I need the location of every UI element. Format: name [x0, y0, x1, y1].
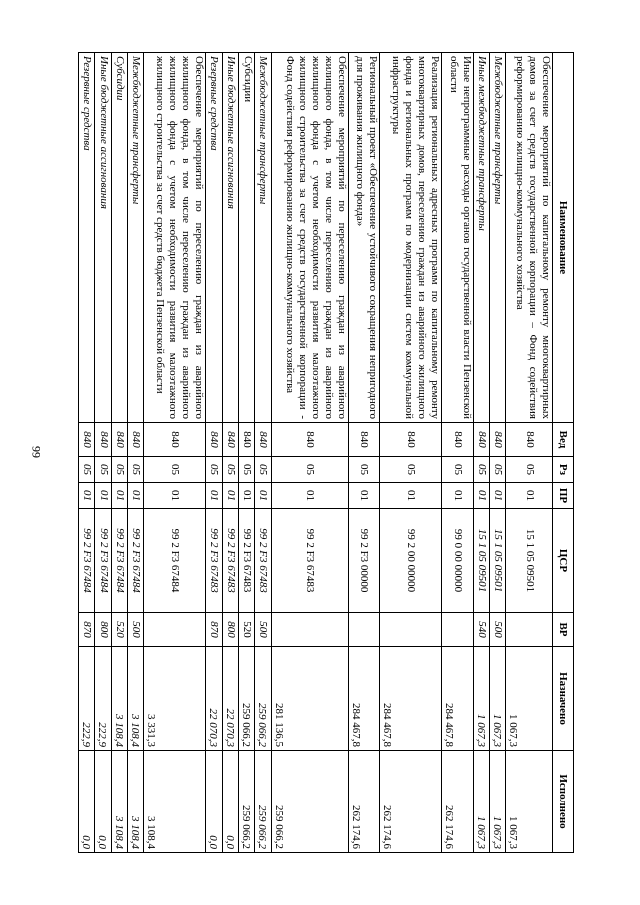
cell-executed: 1 067,3: [489, 751, 505, 853]
table-row: [144, 53, 206, 853]
cell-name: Обеспечение мероприятий по переселению граждан из аварийного жилищного фонда, в том числе переселению граждан из аварийного жилищного фонда с учетом необходимости развития малоэтажного жилищного строительства за счет средств государственной корпорации - Фонд содействия реформированию жилищно-коммунального хозяйства: [271, 53, 348, 423]
cell-vr: 800: [222, 613, 238, 647]
cell-pr: 01: [222, 483, 238, 509]
cell-assigned: 281 136,5: [271, 647, 348, 751]
cell-vr: 870: [206, 613, 222, 647]
cell-assigned: 3 331,3: [144, 647, 206, 751]
cell-assigned: 222,9: [79, 647, 95, 751]
cell-executed: 0,0: [95, 751, 111, 853]
cell-vr: 520: [111, 613, 127, 647]
cell-rz: 05: [473, 457, 489, 483]
cell-csr: 99 2 F3 67484: [128, 509, 144, 613]
cell-vr: 520: [238, 613, 254, 647]
cell-name: Субсидии: [238, 53, 254, 423]
cell-assigned: 22 070,3: [222, 647, 238, 751]
table-row: [238, 53, 254, 853]
page-number: 99: [29, 446, 44, 458]
cell-pr: 01: [442, 483, 474, 509]
cell-ved: 840: [238, 423, 254, 457]
cell-rz: 05: [489, 457, 505, 483]
cell-assigned: 3 108,4: [111, 647, 127, 751]
cell-rz: 05: [255, 457, 271, 483]
cell-ved: 840: [222, 423, 238, 457]
cell-pr: 01: [144, 483, 206, 509]
cell-pr: 01: [271, 483, 348, 509]
cell-rz: 05: [380, 457, 442, 483]
header-name: Наименование: [553, 53, 574, 423]
cell-rz: 05: [111, 457, 127, 483]
cell-ved: 840: [111, 423, 127, 457]
cell-ved: 840: [506, 423, 553, 457]
cell-ved: 840: [79, 423, 95, 457]
cell-ved: 840: [348, 423, 380, 457]
cell-executed: 3 108,4: [144, 751, 206, 853]
cell-pr: 01: [128, 483, 144, 509]
cell-name: Субсидии: [111, 53, 127, 423]
cell-executed: 259 066,2: [238, 751, 254, 853]
cell-vr: [506, 613, 553, 647]
cell-executed: 3 108,4: [111, 751, 127, 853]
rotated-page-content: [78, 52, 574, 852]
cell-pr: 01: [95, 483, 111, 509]
cell-vr: [271, 613, 348, 647]
cell-executed: 3 108,4: [128, 751, 144, 853]
cell-vr: [380, 613, 442, 647]
cell-rz: 05: [79, 457, 95, 483]
cell-ved: 840: [473, 423, 489, 457]
cell-rz: 05: [506, 457, 553, 483]
header-ved: Вед: [553, 423, 574, 457]
header-vr: ВР: [553, 613, 574, 647]
cell-pr: 01: [473, 483, 489, 509]
cell-rz: 05: [271, 457, 348, 483]
cell-executed: 1 067,3: [473, 751, 489, 853]
cell-ved: 840: [380, 423, 442, 457]
cell-ved: 840: [442, 423, 474, 457]
cell-assigned: 1 067,3: [506, 647, 553, 751]
cell-csr: 99 2 F3 67483: [206, 509, 222, 613]
cell-csr: 99 2 F3 00000: [348, 509, 380, 613]
cell-pr: 01: [506, 483, 553, 509]
cell-name: Обеспечение мероприятий по переселению граждан из аварийного жилищного фонда, в том числе переселению граждан из аварийного жилищного фонда с учетом необходимости развития малоэтажного жилищного строительства за счет средств бюджета Пензенской области: [144, 53, 206, 423]
cell-executed: 262 174,6: [348, 751, 380, 853]
cell-vr: [442, 613, 474, 647]
cell-pr: 01: [255, 483, 271, 509]
cell-rz: 05: [206, 457, 222, 483]
cell-executed: 262 174,6: [442, 751, 474, 853]
cell-pr: 01: [206, 483, 222, 509]
cell-name: Иные межбюджетные трансферты: [473, 53, 489, 423]
table-row: [206, 53, 222, 853]
header-assigned: Назначено: [553, 647, 574, 751]
cell-ved: 840: [255, 423, 271, 457]
table-row: [222, 53, 238, 853]
cell-vr: 500: [255, 613, 271, 647]
cell-name: Межбюджетные трансферты: [489, 53, 505, 423]
cell-name: Резервные средства: [79, 53, 95, 423]
table-row: [271, 53, 348, 853]
table-row: [95, 53, 111, 853]
cell-assigned: 1 067,3: [473, 647, 489, 751]
cell-csr: 99 2 F3 67484: [111, 509, 127, 613]
cell-csr: 99 0 00 00000: [442, 509, 474, 613]
cell-assigned: 1 067,3: [489, 647, 505, 751]
cell-pr: 01: [79, 483, 95, 509]
cell-rz: 05: [144, 457, 206, 483]
header-rz: Рз: [553, 457, 574, 483]
cell-pr: 01: [238, 483, 254, 509]
cell-executed: 259 066,2: [255, 751, 271, 853]
cell-executed: 259 066,2: [271, 751, 348, 853]
table-row: [473, 53, 489, 853]
cell-executed: 0,0: [206, 751, 222, 853]
table-row: [111, 53, 127, 853]
table-row: [348, 53, 380, 853]
cell-name: Иные бюджетные ассигнования: [95, 53, 111, 423]
cell-csr: 15 1 05 09501: [506, 509, 553, 613]
cell-csr: 15 1 05 09501: [489, 509, 505, 613]
cell-assigned: 284 467,8: [380, 647, 442, 751]
cell-vr: 870: [79, 613, 95, 647]
cell-assigned: 284 467,8: [442, 647, 474, 751]
cell-pr: 01: [489, 483, 505, 509]
cell-ved: 840: [95, 423, 111, 457]
cell-ved: 840: [144, 423, 206, 457]
cell-rz: 05: [238, 457, 254, 483]
header-pr: ПР: [553, 483, 574, 509]
cell-assigned: 259 066,2: [238, 647, 254, 751]
cell-pr: 01: [348, 483, 380, 509]
cell-vr: [348, 613, 380, 647]
cell-csr: 99 2 00 00000: [380, 509, 442, 613]
cell-name: Межбюджетные трансферты: [128, 53, 144, 423]
cell-vr: [144, 613, 206, 647]
cell-rz: 05: [95, 457, 111, 483]
cell-name: Реализация региональных адресных программ по капитальному ремонту многоквартирных домов, переселению граждан из аварийного жилищного фонда и региональных программ по модернизации систем коммунальной инфраструктуры: [380, 53, 442, 423]
cell-name: Региональный проект «Обеспечение устойчивого сокращения непригодного для проживания жилищного фонда»: [348, 53, 380, 423]
cell-rz: 05: [128, 457, 144, 483]
table-row: [79, 53, 95, 853]
cell-name: Иные непрограммные расходы органов государственной власти Пензенской области: [442, 53, 474, 423]
cell-rz: 05: [222, 457, 238, 483]
table-body: [79, 53, 553, 853]
table-row: [489, 53, 505, 853]
cell-executed: 262 174,6: [380, 751, 442, 853]
table-row: [380, 53, 442, 853]
cell-assigned: 3 108,4: [128, 647, 144, 751]
budget-table: [78, 52, 574, 853]
cell-csr: 99 2 F3 67484: [79, 509, 95, 613]
cell-executed: 0,0: [222, 751, 238, 853]
cell-csr: 99 2 F3 67483: [222, 509, 238, 613]
cell-executed: 1 067,3: [506, 751, 553, 853]
table-header-row: [553, 53, 574, 853]
cell-executed: 0,0: [79, 751, 95, 853]
table-row: [255, 53, 271, 853]
cell-ved: 840: [489, 423, 505, 457]
cell-csr: 99 2 F3 67483: [238, 509, 254, 613]
cell-csr: 99 2 F3 67483: [255, 509, 271, 613]
cell-rz: 05: [442, 457, 474, 483]
cell-vr: 540: [473, 613, 489, 647]
cell-name: Межбюджетные трансферты: [255, 53, 271, 423]
header-csr: ЦСР: [553, 509, 574, 613]
cell-vr: 500: [489, 613, 505, 647]
cell-ved: 840: [206, 423, 222, 457]
cell-rz: 05: [348, 457, 380, 483]
cell-csr: 99 2 F3 67483: [271, 509, 348, 613]
cell-pr: 01: [111, 483, 127, 509]
cell-csr: 99 2 F3 67484: [144, 509, 206, 613]
cell-assigned: 284 467,8: [348, 647, 380, 751]
cell-pr: 01: [380, 483, 442, 509]
cell-csr: 15 1 05 09501: [473, 509, 489, 613]
cell-assigned: 259 066,2: [255, 647, 271, 751]
cell-vr: 800: [95, 613, 111, 647]
cell-assigned: 222,9: [95, 647, 111, 751]
cell-ved: 840: [271, 423, 348, 457]
cell-vr: 500: [128, 613, 144, 647]
cell-ved: 840: [128, 423, 144, 457]
table-row: [128, 53, 144, 853]
cell-assigned: 22 070,3: [206, 647, 222, 751]
cell-csr: 99 2 F3 67484: [95, 509, 111, 613]
cell-name: Резервные средства: [206, 53, 222, 423]
table-row: [506, 53, 553, 853]
table-row: [442, 53, 474, 853]
cell-name: Обеспечение мероприятий по капитальному ремонту многоквартирных домов за счет средств государственной корпорации – Фонд содействия реформированию жилищно-коммунального хозяйства: [506, 53, 553, 423]
cell-name: Иные бюджетные ассигнования: [222, 53, 238, 423]
header-executed: Исполнено: [553, 751, 574, 853]
